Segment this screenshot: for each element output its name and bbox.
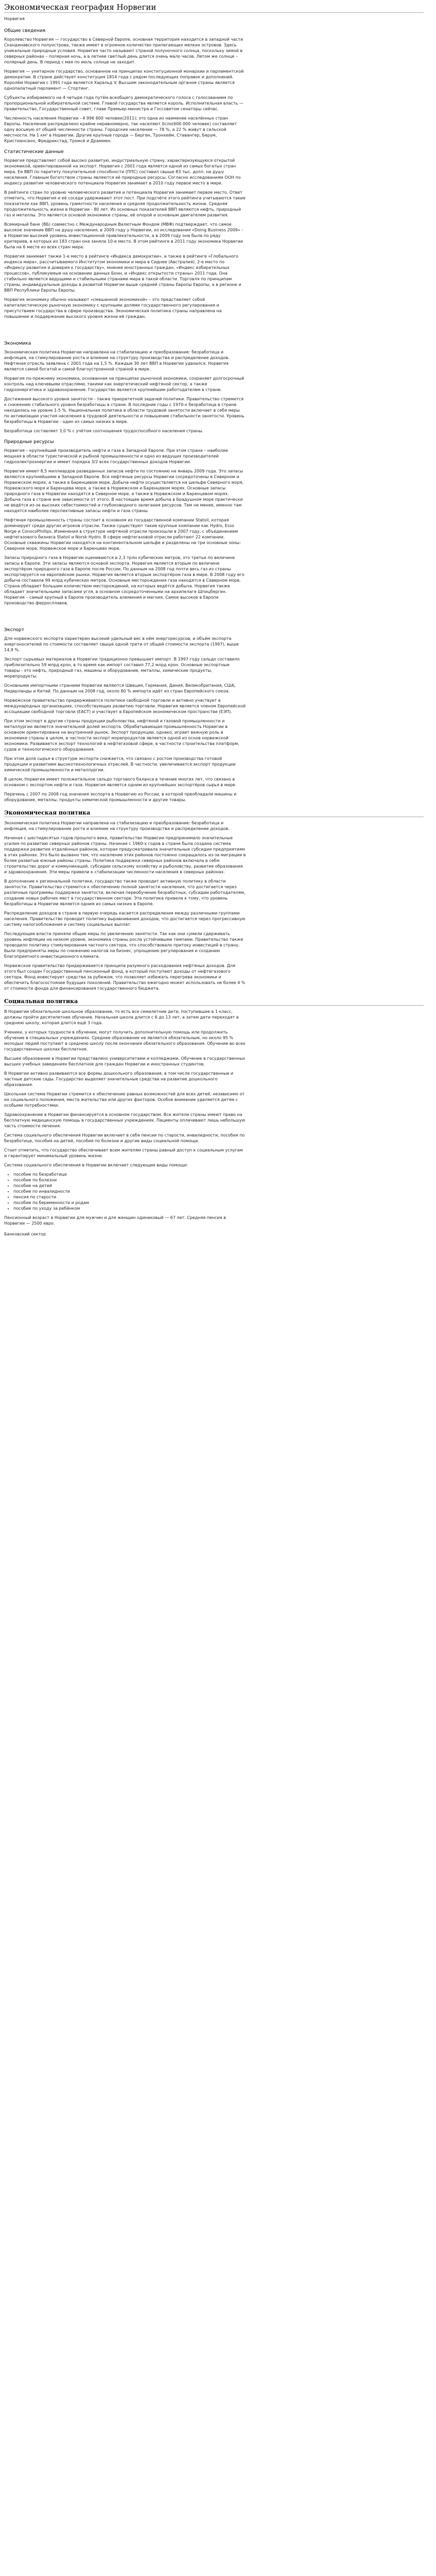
list-item: • пособие по уходу за ребёнком	[13, 1206, 250, 1211]
list-item: • пособие на детей	[13, 1183, 250, 1189]
paragraph: Норвегия представляет собой высоко развитую, индустриальную страну, характеризующуюся открытой экономикой, ориентированной на экспорт. Норвегия с 2001 года является одной из самых богатых стран мира. Ее ВВП по паритету покупательной способности (ППС) составил свыше 83 тыс. долл. на душу населения. Главным богатством страны являются её природные ресурсы. Согласно исследованиям ООН по индексу развития человеческого потенциала Норвегия занимает в 2010 году первое место в мире.	[4, 158, 242, 185]
document-page	[0, 0, 428, 1243]
section-heading-export: Экспорт	[4, 628, 25, 633]
paragraph: Запасы природного газа в Норвегии оцениваются в 2,3 трлн кубических метров, это третьи по величине запасы в Европе. Эти запасы являются основой экспорта. Норвегия является вторым по величине экспортёром природного газа в Европе после России. По данным на 2008 год почти весь газ из страны экспортируется на европейские рынки. Норвегия является вторым экспортёром газа в мире. В 2008 году его добыча составила 99 млрд кубических метров. Основные месторождения газа находятся в Северном море. Страна обладает большим количеством месторождений, на которых ведётся добыча. Норвегия также обладает значительными запасами угля, в основном сосредоточенными на архипелаге Шпицберген. Норвегия – самый крупный в Европе производитель алюминия и магния. Самое высокое в Европе производство ферросплавов.	[4, 555, 246, 605]
list-intro: Система социального обеспечения в Норвегии включает следующие виды помощи:	[4, 1163, 188, 1167]
paragraph: Начиная с шестидесятых годов прошлого века, правительство Норвегии предпринимало значительные усилия по развитию северных районов страны. Начиная с 1960-х годов в стране была создана система поддержки развития отдалённых районов, которая предусматривала значительные субсидии предприятиям в этих районах. Это было вызвано тем, что население этих районов постоянно сокращалось из-за миграции в более развитые южные районы страны. Политика поддержки северных районов включала в себя: строительство дорог и коммуникаций, субсидии сельскому хозяйству и рыболовству, развитие образования и здравоохранения. Эти меры привели к стабилизации численности населения в северных районах.	[4, 836, 247, 874]
list-item: • пенсия по старости	[13, 1194, 250, 1200]
paragraph: Норвегия – крупнейший производитель нефти и газа в Западной Европе. При этом страна – наиболее мощная в области туристической и рыбной промышленности и одно из ведущих производителей гидроэлектроэнергии и имеет порядка 3/2 всех государственных доходов Норвегии.	[4, 448, 230, 464]
paragraph: Перечень с 2007 по 2008 год значения экспорта в Норвегию из России, в которой преобладали машины и оборудование, металлы, продукты химической промышленности и другие товары.	[4, 792, 238, 802]
paragraph: Норвежское правительство придерживается политики свободной торговли и активно участвует в международных организациях, способствующих развитию торговли. Норвегия является членом Европейской ассоциации свободной торговли (ЕАСТ) и участвует в Европейском экономическом пространстве (ЕЭП).	[4, 698, 247, 714]
paragraph: Всемирный банк (ВБ) совместно с Международным Валютным Фондом (МВФ) подтверждает, что самое высокое значение ВВП на душу населения, в 2009 году у Норвегии, из исследования «Doing Business 2009» - в Норвегии высокий уровень инвестиционной привлекательности, а в 2009 году она была по ряду критериев, в которых из 183 стран она заняла 10-е место. В этом рейтинге в 2011 году экономика Норвегии была на 6 месте из всех стран мира.	[4, 222, 245, 249]
paragraph: В Норвегии активно развиваются все формы дошкольного образования, в том числе государственные и частные детские сады. Государство выделяет значительные средства на развитие дошкольного образования.	[4, 1071, 235, 1087]
paragraph: Норвегия занимает также 1-е место в рейтинге «Индекса демократии», а также в рейтинге «Глобального индекса мира», рассчитываемого Институтом экономики и мира в Сиднее (Австралия). 2-е место по «Индексу развития и доверия к государству», мнение иностранных граждан, «Индекс избирательных процессов», публикуемые на основании данных Бонн, и «Индекс открытости страны» 2011 года. Она стабильно является ведущими и стабильными странами мира в такой области. Торговля по принципам страны, индивидуальные доходы в развитой Норвегии выше средней страны Европы Европы, а в регионе и ВВП Республики Европы Европы.	[4, 254, 243, 293]
paragraph: Экспорт сырьевых материалов в Норвегии традиционно превышает импорт. В 1997 году сальдо составило приблизительно 59 млрд крон, в то время как импорт составил 77,2 млрд крон. Основные экспортные товары - это нефть, природный газ, машины и оборудование, металлы, химические продукты, морепродукты.	[4, 657, 241, 679]
paragraph: Ученики, у которых трудности в обучении, могут получить дополнительную помощь или продолжить обучение в специальных учреждениях. Среднее образование не является обязательным, но около 95 % молодых людей поступают в среднюю школу после окончания обязательного образования. Обучение во всех государственных школах бесплатное.	[4, 1030, 247, 1052]
paragraph: Норвежское правительство придерживается принципа разумного расходования нефтяных доходов. Для этого был создан Государственный пенсионный фонд, в который поступают доходы от нефтегазового сектора. Фонд инвестирует средства за рубежом, что позволяет избежать перегрева экономики и обеспечить благосостояние будущих поколений. Правительство ежегодно может использовать не более 4 % от стоимости фонда для финансирования государственного бюджета.	[4, 963, 247, 991]
paragraph: Достижения высокого уровня занятости - также приоритетной задачей политики. Правительство стремится к снижению стабильного уровня безработицы в стране. В последние годы с 1970-х безработица в стране находилась на уровне 1-5 %. Национальная политика в области трудовой занятости включает в себя меры по активизации участия населения в трудовой деятельности и повышение стабильности занятости. Уровень безработицы в Норвегии - один из самых низких в мире.	[4, 397, 246, 424]
list-item: • пособие по инвалидности	[13, 1189, 250, 1194]
paragraph: В рейтинге стран по уровню человеческого развития и потенциала Норвегия занимает первое место. Ответ отметить, что Норвегия и её соседи удерживают этот пост. При подсчёте этого рейтинга учитываются такие показатели как ВВП, уровень грамотности населения и средняя продолжительность жизни. Средняя продолжительность жизни в Норвегии - 80 лет. Из основных показателей ВВП являются нефть, природный газ и металлы. Это является основой экономики страны, её опорой и основным двигателем развития.	[4, 190, 247, 217]
paragraph: В дополнение к региональной политике, государство также проводит активную политику в области занятости. Правительство стремится к обеспечению полной занятости населения, что достигается через различные программы поддержки занятости, включая переобучение безработных, субсидии работодателям, создание новых рабочих мест в государственном секторе. Эта политика привела к тому, что уровень безработицы в Норвегии является одним из самых низких в Европе.	[4, 879, 247, 906]
list-item: • пособие по безработице	[13, 1172, 250, 1177]
page-subtitle: Норвегия	[4, 16, 25, 21]
paragraph: При этом экспорт в другие страны продукции рыболовства, нефтяной и газовой промышленности и металлургии является значительной долей экспорта. Обрабатывающая промышленность Норвегии в основном ориентирована на внутренний рынок. Экспорт продукции, однако, играет важную роль в экономике страны в целом, в частности экспорт морепродуктов является одной из основ норвежской экономики. Развивается экспорт технологий в нефтегазовой сфере, в частности строительства платформ, судов и технологического оборудования.	[4, 719, 241, 752]
section-heading-general: Общие сведения	[4, 28, 46, 33]
paragraph: Норвегия имеет 8,5 миллиардов разведанных запасов нефти по состоянию на январь 2009 года. Это запасы являются крупнейшими в Западной Европе. Все нефтяные ресурсы Норвегии сосредоточены в Северном и Норвежском морях, а также в Баренцевом море. Добыча нефти осуществляется на шельфе Северного моря, Норвежского моря и Баренцева моря, а также в Норвежском и Баренцевом морях. Основные запасы природного газа в Норвегии находятся в Северном море, а также в Норвежском и Баренцевом морях. Добыча газа в стране вне зависимости от этого. В настоящее время добыча в Брадушном море практически не ведётся из-за высоких себестоимостей и глубоководного залегания ресурсов. Тем не менее, именно там находятся наиболее перспективные запасы нефти и газа страны.	[4, 469, 245, 513]
footer-heading: Банковский сектор	[4, 1232, 46, 1236]
section-heading-statistics: Статистические данные	[4, 149, 64, 155]
paragraph: Здравоохранение в Норвегии финансируется в основном государством. Все жители страны имеют право на бесплатную медицинскую помощь в государственных учреждениях. Пациенты оплачивают лишь небольшую часть стоимости лечения.	[4, 1112, 247, 1128]
section-heading-economy: Экономика	[4, 341, 31, 346]
section-heading-economic-policy: Экономическая политика	[4, 809, 424, 817]
paragraph: Норвегия — унитарное государство, основанное на принципах конституционной монархии и парламентской демократии. В стране действует конституция 1814 года с рядом последующих поправок и дополнений. Королём Норвегии с 1991 года является Харальд V. Высшим законодательным органом страны является однопалатный парламент — Стортинг.	[4, 69, 245, 91]
section-heading-social-policy: Социальная политика	[4, 997, 424, 1006]
paragraph: Высшее образование в Норвегии представлено университетами и колледжами. Обучение в государственных высших учебных заведениях бесплатное для граждан Норвегии и иностранных студентов.	[4, 1056, 247, 1066]
paragraph: Нефтяная промышленность страны состоит в основном из государственной компании Statoil, которая доминирует среди других игроков отрасли. Также существуют такие крупные компании как Hydro, Esso Norge и ConocoPhillips. Изменения в структуре нефтяной отрасли произошли в 2007 году, с объединением нефтегазового бизнеса Statoil и Norsk Hydro. В сфере нефтегазовой отрасли работают 22 компании. Основные скважины Норвегии находятся на континентальном шельфе и разделены на три основные зоны: Северное море, Норвежское море и Баренцево море.	[4, 518, 242, 551]
list-item: • пособие по болезни	[13, 1177, 250, 1183]
page-title: Экономическая география Норвегии	[4, 2, 424, 13]
paragraph: Система социального обеспечения Норвегии включает в себя пенсии по старости, инвалидности, пособия по безработице, пособия на детей, пособия по болезни и другие виды социальной помощи.	[4, 1133, 246, 1143]
paragraph: Безработица составляет 3,0 % с учётом соотношения трудоспособного населения страны.	[4, 429, 203, 433]
paragraph: Норвегия экономику обычно называют «смешанной экономикой» – это представляет собой капиталистическую рыночную экономику с крупными долями государственного регулирования и присутствием государства в сфере производства. Экономическая политика страны направлена на повышение и поддержание высокого уровня жизни её граждан.	[4, 297, 223, 319]
paragraph: Субъекты избираемого на 4 четыре года путём всеобщего демократического голоса с голосованием по пропорциональной избирательной системе. Главой государства является король. Исполнительная власть — правительство, Государственный совет, главе Премьер-министра и Госсоветом сенаторы сейчас.	[4, 95, 245, 111]
paragraph: Распределение доходов в стране в первую очередь касается распределения между различными группами населения. Правительство проводит политику выравнивания доходов, что достигается через прогрессивную систему налогообложения и систему социальных выплат.	[4, 911, 247, 927]
paragraph: Последующие власти приняли общие меры по увеличению занятости. Так как они сумели сдерживать уровень инфляции на низком уровне, экономика страны росла устойчивыми темпами. Правительство также проводило политику стимулирования частного сектора, что способствовало притоку инвестиций в страну. Были предприняты меры по снижению налогов на бизнес, упрощению регулирования и созданию благоприятного инвестиционного климата.	[4, 931, 245, 959]
paragraph: Пенсионный возраст в Норвегии для мужчин и для женщин одинаковый — 67 лет. Средняя пенсия в Норвегии — 2500 евро.	[4, 1215, 228, 1226]
paragraph: При этом доля сырья в структуре экспорта снижается, что связано с ростом производства готовой продукции и развитием высокотехнологичных отраслей. В частности, увеличивается экспорт продукции химической промышленности и металлургии.	[4, 756, 237, 772]
paragraph: Стоит отметить, что государство обеспечивает всем жителям страны равный доступ к социальным услугам и гарантирует минимальный уровень жизни.	[4, 1148, 245, 1158]
paragraph: В целом, Норвегия имеет положительное сальдо торгового баланса в течение многих лет, что связано в основном с экспортом нефти и газа. Норвегия является одним из крупнейших экспортёров сырья в мире.	[4, 777, 237, 787]
paragraph: Экономическая политика Норвегии направлена на стабилизацию и преобразование: безработица и инфляция, на стимулирование роста и влияние на структуру производства и распределение доходов. Нефтяная отрасль заявлена с 2001 года на 1,5 %. Каждые 30 лет ВВП в Норвегии удвоился. Норвегия является самой богатой и самой благоустроенной страной в мире.	[4, 350, 231, 371]
paragraph: Школьная система Норвегии стремится к обеспечению равных возможностей для всех детей, независимо от их социального положения, места жительства или других факторов. Особое внимание уделяется детям с особыми потребностями.	[4, 1092, 246, 1108]
paragraph: В Норвегии обязательное школьное образование, то есть все семилетние дети, поступившие в 1 класс, должны пройти десятилетнее обучение. Начальная школа длится с 6 до 13 лет, а затем дети переходят в среднюю школу, которая длится ещё 3 года.	[4, 1009, 240, 1025]
paragraph: Численность населения Норвегии - 4 996 600 человек(2011); это одна из наименее населённых стран Европы. Население распределено крайне неравномерно, так населяют 0сло(600 000 человек) составляет одну восьмую от общей численности страны. Городские население — 78 %, а 22 % живут в сельской местности. На 1 км² в Норвегии. Другие крупные города — Берген, Тронхейм, Ставангер, Берум, Кристиансанн, Фредрикстад, Тромсё и Драммен.	[4, 116, 238, 143]
paragraph: Королевство Норвегия — государство в Северной Европе, основная территория находится в западной части Скандинавского полуострова, также имеет в огромное количество прилегающих мелких островов. Здесь уникальные природные условия. Норвегия часто называют страной полуночного солнца, поскольку зимой в северных районах – полярная ночь, а в летнее светлый день длится очень мало часов. Летом же солнце – полярный день. В период с мая по июль солнце не заходит.	[4, 37, 245, 64]
list-item: • пособие по беременности и родам	[13, 1200, 250, 1206]
paragraph: Для норвежского экспорта характерен высокий удельный вес в нём энергоресурсов, и объём экспорта энергоносителей по стоимости составляет свыше одной трети от общей стоимости экспорта (1997), выше 14,9 %.	[4, 636, 240, 652]
benefits-list	[13, 1172, 250, 1211]
paragraph: Норвегия по-прежнему экономика, основанная на принципах рыночной экономики, сохраняет долгосрочный контроль над ключевыми отраслями, такими как энергетический нефтяной сектор, а также гидроэнергетика и здравоохранение. Государство является крупнейшим работодателем в стране.	[4, 376, 246, 392]
paragraph: Экономическая политика Норвегии направлена на стабилизацию и преобразование: безработица и инфляция, на стимулирование роста и влияние на структуру производства и распределение доходов.	[4, 821, 230, 831]
paragraph: Основными импортными странами Норвегии являются Швеция, Германия, Дания, Великобритания, США, Нидерланды и Китай. По данным на 2008 год, около 80 % импорта идёт из стран Европейского союза.	[4, 683, 237, 693]
section-heading-resources: Природные ресурсы	[4, 439, 54, 445]
